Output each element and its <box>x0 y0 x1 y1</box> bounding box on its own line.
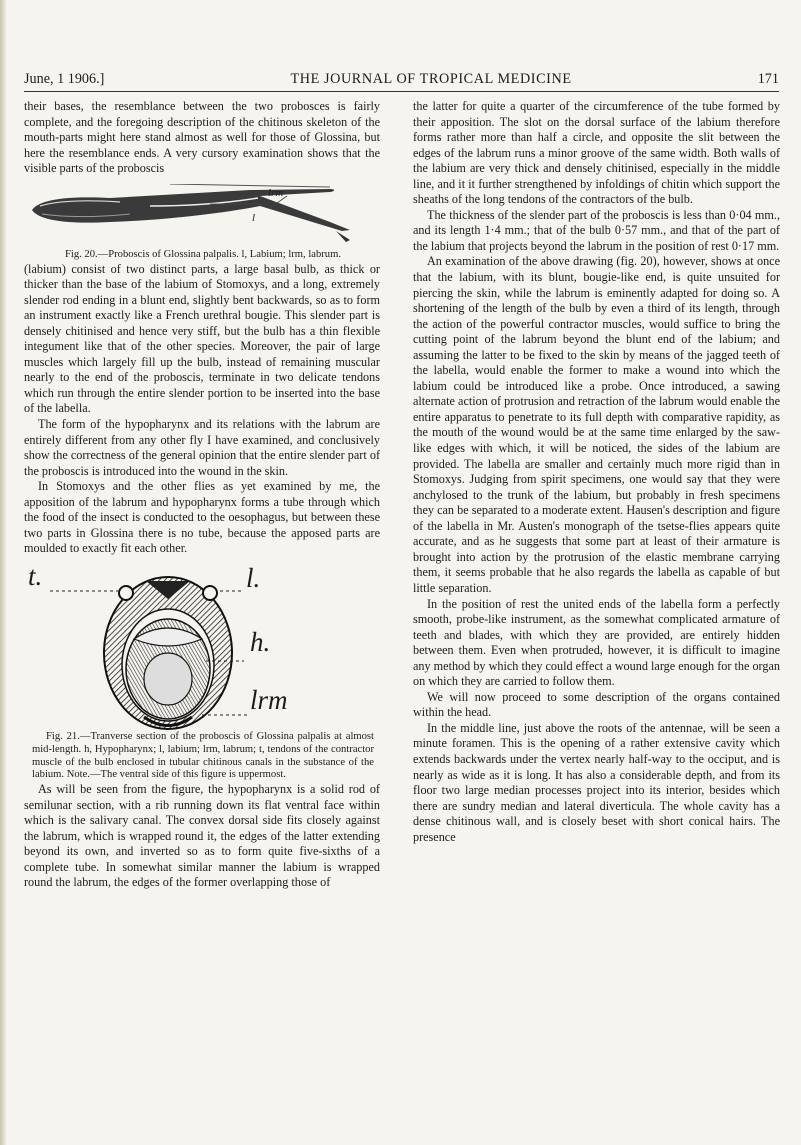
section-drawing <box>34 562 364 731</box>
figure-20-proboscis <box>24 184 380 249</box>
figure-21-transverse-section <box>24 560 380 731</box>
running-header <box>24 62 779 92</box>
paragraph: In Stomoxys and the other flies as yet examined by me, the apposition of the labrum and hypopharynx forms a tube through which the food of the insect is conducted to the oesophagus, but between these two parts in Glossina there is no tube, because the apposed parts are moulded to exactly fit each other. <box>24 479 380 556</box>
paragraph: In the position of rest the united ends of the labella form a perfectly smooth, probe-like instrument, as the somewhat complicated armature of teeth and blades, with which they are provided, are entirely hidden between them. Even when protruded, however, it is difficult to imagine any method by which they could effect a wound large enough for the organ on which they are carried to follow them. <box>413 596 780 689</box>
paragraph: the latter for quite a quarter of the circumference of the tube formed by their apposition. The slot on the dorsal surface of the labium therefore forms rather more than half a circle, and opposite the slit between the edges of the labrum runs a minor groove of the same width. Both walls of the labium are very thick and densely chitinised, especially in the middle line, and it it further strengthened by infoldings of chitin which support the sheaths of the long tendons of the contractors of the bulb. <box>413 99 780 207</box>
fig21-label-l: l. <box>246 562 261 593</box>
paragraph: (labium) consist of two distinct parts, a large basal bulb, as thick or thicker than the base of the labium of Stomoxys, and a long, extremely slender rod ending in a blunt end, slightly bent backwards, so as to form an instrument exactly like a French urethral bougie. This slender part is densely chitinised and hence very stiff, but the bulb has a thin flexible integument like that of the other species. Moreover, the pair of large muscles which largely fill up the bulb, instead of remaining muscular nearly to the end of the proboscis, terminate in two delicate tendons which run through the entire slender portion to be inserted into the base of the labella. <box>24 261 380 416</box>
page-number: 171 <box>757 71 779 87</box>
paragraph: An examination of the above drawing (fig. 20), however, shows at once that the labium, with its blunt, bougie-like end, is quite unsuited for piercing the skin, while the labrum is eminently adapted for doing so. A shortening of the length of the bulb by even a third of its length, through the action of the powerful contractor muscles, would suffice to bring the cutting point of the labrum beyond the blunt end of the labium; and assuming the latter to be fixed to the skin by means of the jagged teeth of the labella, would enable the former to make a wound into which the labium could be introduced like a probe. Once introduced, a sawing alternate action of protrusion and retraction of the labrum would enable the entire apparatus to penetrate to its full depth with comparative rapidity, as the mouth of the wound would be at the same time enlarged by the saw-like edges with which, it will be noticed, the sides of the labium are provided. The labella are smaller and certainly much more rigid than in Stomoxys. Judging from spirit specimens, one would say that they were anchylosed to the trunk of the labium, but probably in fresh specimens they can be separated to a moderate extent. Hausen's description and figure of the labella in Mr. Austen's monograph of the tsetse-flies appears quite accurate, and as he suggests that some part at least of their armature is brought into action by the protrusion of the elastic membrane carrying them, it seems probable that he also regards the labella as capable of but little separation. <box>413 254 780 595</box>
paragraph: their bases, the resemblance between the two probosces is fairly complete, and the foregoing description of the chitinous skeleton of the mouth-parts might here stand almost as well for those of Glossina, but here the resemblance ends. A very cursory examination shows that the visible parts of the proboscis <box>24 99 380 176</box>
fig21-label-h: h. <box>250 626 271 657</box>
page-edge-shadow <box>0 0 6 1145</box>
right-column <box>413 99 780 845</box>
figure-20-caption: Fig. 20.—Proboscis of Glossina palpalis. l, Labium; lrm, labrum. <box>64 248 341 260</box>
left-column <box>24 99 380 891</box>
paragraph: The thickness of the slender part of the proboscis is less than 0·04 mm., and its length 1·4 mm.; that of the bulb 0·57 mm., and that of the part of the labium that projects beyond the labrum in the position of rest 0·17 mm. <box>413 207 780 253</box>
paragraph: The form of the hypopharynx and its relations with the labrum are entirely different from any other fly I have examined, and conclusively show the correctness of the general opinion that the entire slender part of the proboscis is introduced into the wound in the skin. <box>24 417 380 478</box>
figure-21-caption: Fig. 21.—Tranverse section of the proboscis of Glossina palpalis at almost mid-length. h, Hypopharynx; l, labium; lrm, labrum; t, tendons of the contractor muscle of the bulb enclosed in tubular chitinous canals in the substance of the labium. Note.—The ventral side of this figure is uppermost. <box>32 730 374 781</box>
paragraph: We will now proceed to some description of the organs contained within the head. <box>413 689 780 720</box>
paragraph: In the middle line, just above the roots of the antennae, will be seen a minute foramen. This is the opening of a rather extensive cavity which extends backwards under the vertex nearly half-way to the occiput, and is nearly as wide as it is long. It has also a considerable depth, and from its floor two large median processes project into its interior, besides which there are sundry median and lateral diverticula. The whole cavity has a dense chitinous wall, and is closely beset with short conical hairs. The presence <box>413 720 780 844</box>
fig21-label-t: t. <box>28 560 43 591</box>
journal-title: THE JOURNAL OF TROPICAL MEDICINE <box>290 71 572 87</box>
fig20-label-l: l <box>252 211 256 224</box>
proboscis-drawing <box>30 184 370 249</box>
fig20-label-lrm: lrm <box>268 186 284 199</box>
header-date: June, 1 1906.] <box>24 71 105 87</box>
fig21-label-lrm: lrm <box>250 684 288 715</box>
paragraph: As will be seen from the figure, the hypopharynx is a solid rod of semilunar section, with a rib running down its flat ventral face within which is the salivary canal. The convex dorsal side fits closely against the labrum, which is wrapped round it, the edges of the latter extending beyond its own, and inverted so as to form quite five-sixths of a complete tube. In somewhat similar manner the labium is wrapped round the labrum, the edges of the former overlapping those of <box>24 782 380 890</box>
